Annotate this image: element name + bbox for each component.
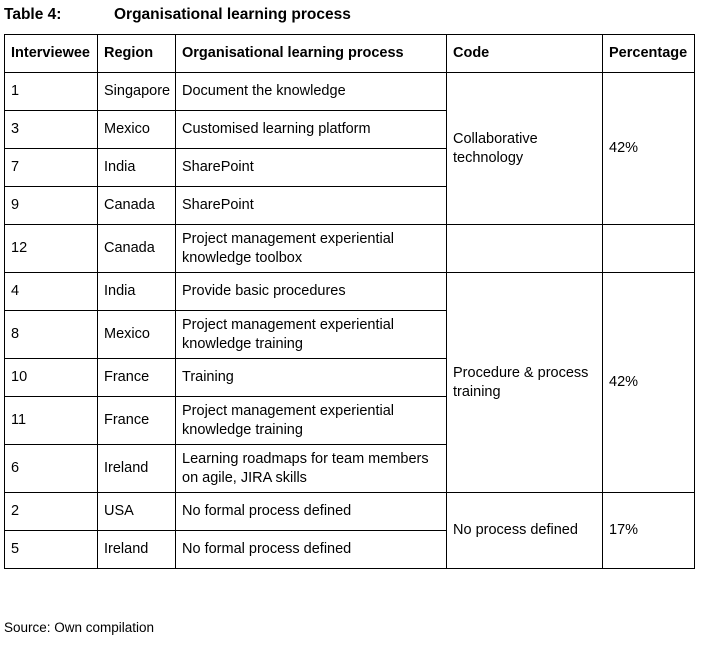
process-cell: Project management experiential knowledge toolbox — [176, 225, 447, 273]
interviewee-cell: 11 — [5, 397, 98, 445]
header-row — [5, 35, 695, 73]
interviewee-cell: 1 — [5, 73, 98, 111]
interviewee-cell: 3 — [5, 111, 98, 149]
process-cell: No formal process defined — [176, 531, 447, 569]
region-cell: India — [98, 273, 176, 311]
process-cell: Project management experiential knowledge training — [176, 311, 447, 359]
interviewee-cell: 5 — [5, 531, 98, 569]
table-row — [5, 493, 695, 531]
region-cell: Ireland — [98, 445, 176, 493]
table-row — [5, 273, 695, 311]
region-cell: Singapore — [98, 73, 176, 111]
process-cell: Provide basic procedures — [176, 273, 447, 311]
interviewee-cell: 4 — [5, 273, 98, 311]
header-code: Code — [447, 35, 603, 73]
process-cell: SharePoint — [176, 149, 447, 187]
code-cell: Collaborative technology — [447, 73, 603, 225]
interviewee-cell: 8 — [5, 311, 98, 359]
table-number: Table 4: — [4, 6, 62, 23]
region-cell: Canada — [98, 225, 176, 273]
source-note: Source: Own compilation — [4, 620, 155, 635]
table-row — [5, 225, 695, 273]
process-cell: Training — [176, 359, 447, 397]
region-cell: India — [98, 149, 176, 187]
table-row — [5, 73, 695, 111]
percentage-cell: 42% — [603, 273, 695, 493]
percentage-cell: 42% — [603, 73, 695, 225]
header-interviewee: Interviewee — [5, 35, 98, 73]
interviewee-cell: 2 — [5, 493, 98, 531]
process-cell: SharePoint — [176, 187, 447, 225]
region-cell: Canada — [98, 187, 176, 225]
process-cell: Learning roadmaps for team members on agile, JIRA skills — [176, 445, 447, 493]
region-cell: Mexico — [98, 111, 176, 149]
region-cell: USA — [98, 493, 176, 531]
code-cell: Procedure & process training — [447, 273, 603, 493]
interviewee-cell: 7 — [5, 149, 98, 187]
percentage-cell: 17% — [603, 493, 695, 569]
header-process: Organisational learning process — [176, 35, 447, 73]
table-title: Organisational learning process — [114, 6, 351, 23]
region-cell: Ireland — [98, 531, 176, 569]
interviewee-cell: 9 — [5, 187, 98, 225]
header-region: Region — [98, 35, 176, 73]
process-cell: Document the knowledge — [176, 73, 447, 111]
code-cell: No process defined — [447, 493, 603, 569]
interviewee-cell: 12 — [5, 225, 98, 273]
learning-process-table — [4, 34, 695, 569]
code-cell — [447, 225, 603, 273]
process-cell: Customised learning platform — [176, 111, 447, 149]
interviewee-cell: 6 — [5, 445, 98, 493]
interviewee-cell: 10 — [5, 359, 98, 397]
process-cell: No formal process defined — [176, 493, 447, 531]
region-cell: France — [98, 397, 176, 445]
process-cell: Project management experiential knowledge training — [176, 397, 447, 445]
region-cell: Mexico — [98, 311, 176, 359]
region-cell: France — [98, 359, 176, 397]
header-percentage: Percentage — [603, 35, 695, 73]
percentage-cell — [603, 225, 695, 273]
